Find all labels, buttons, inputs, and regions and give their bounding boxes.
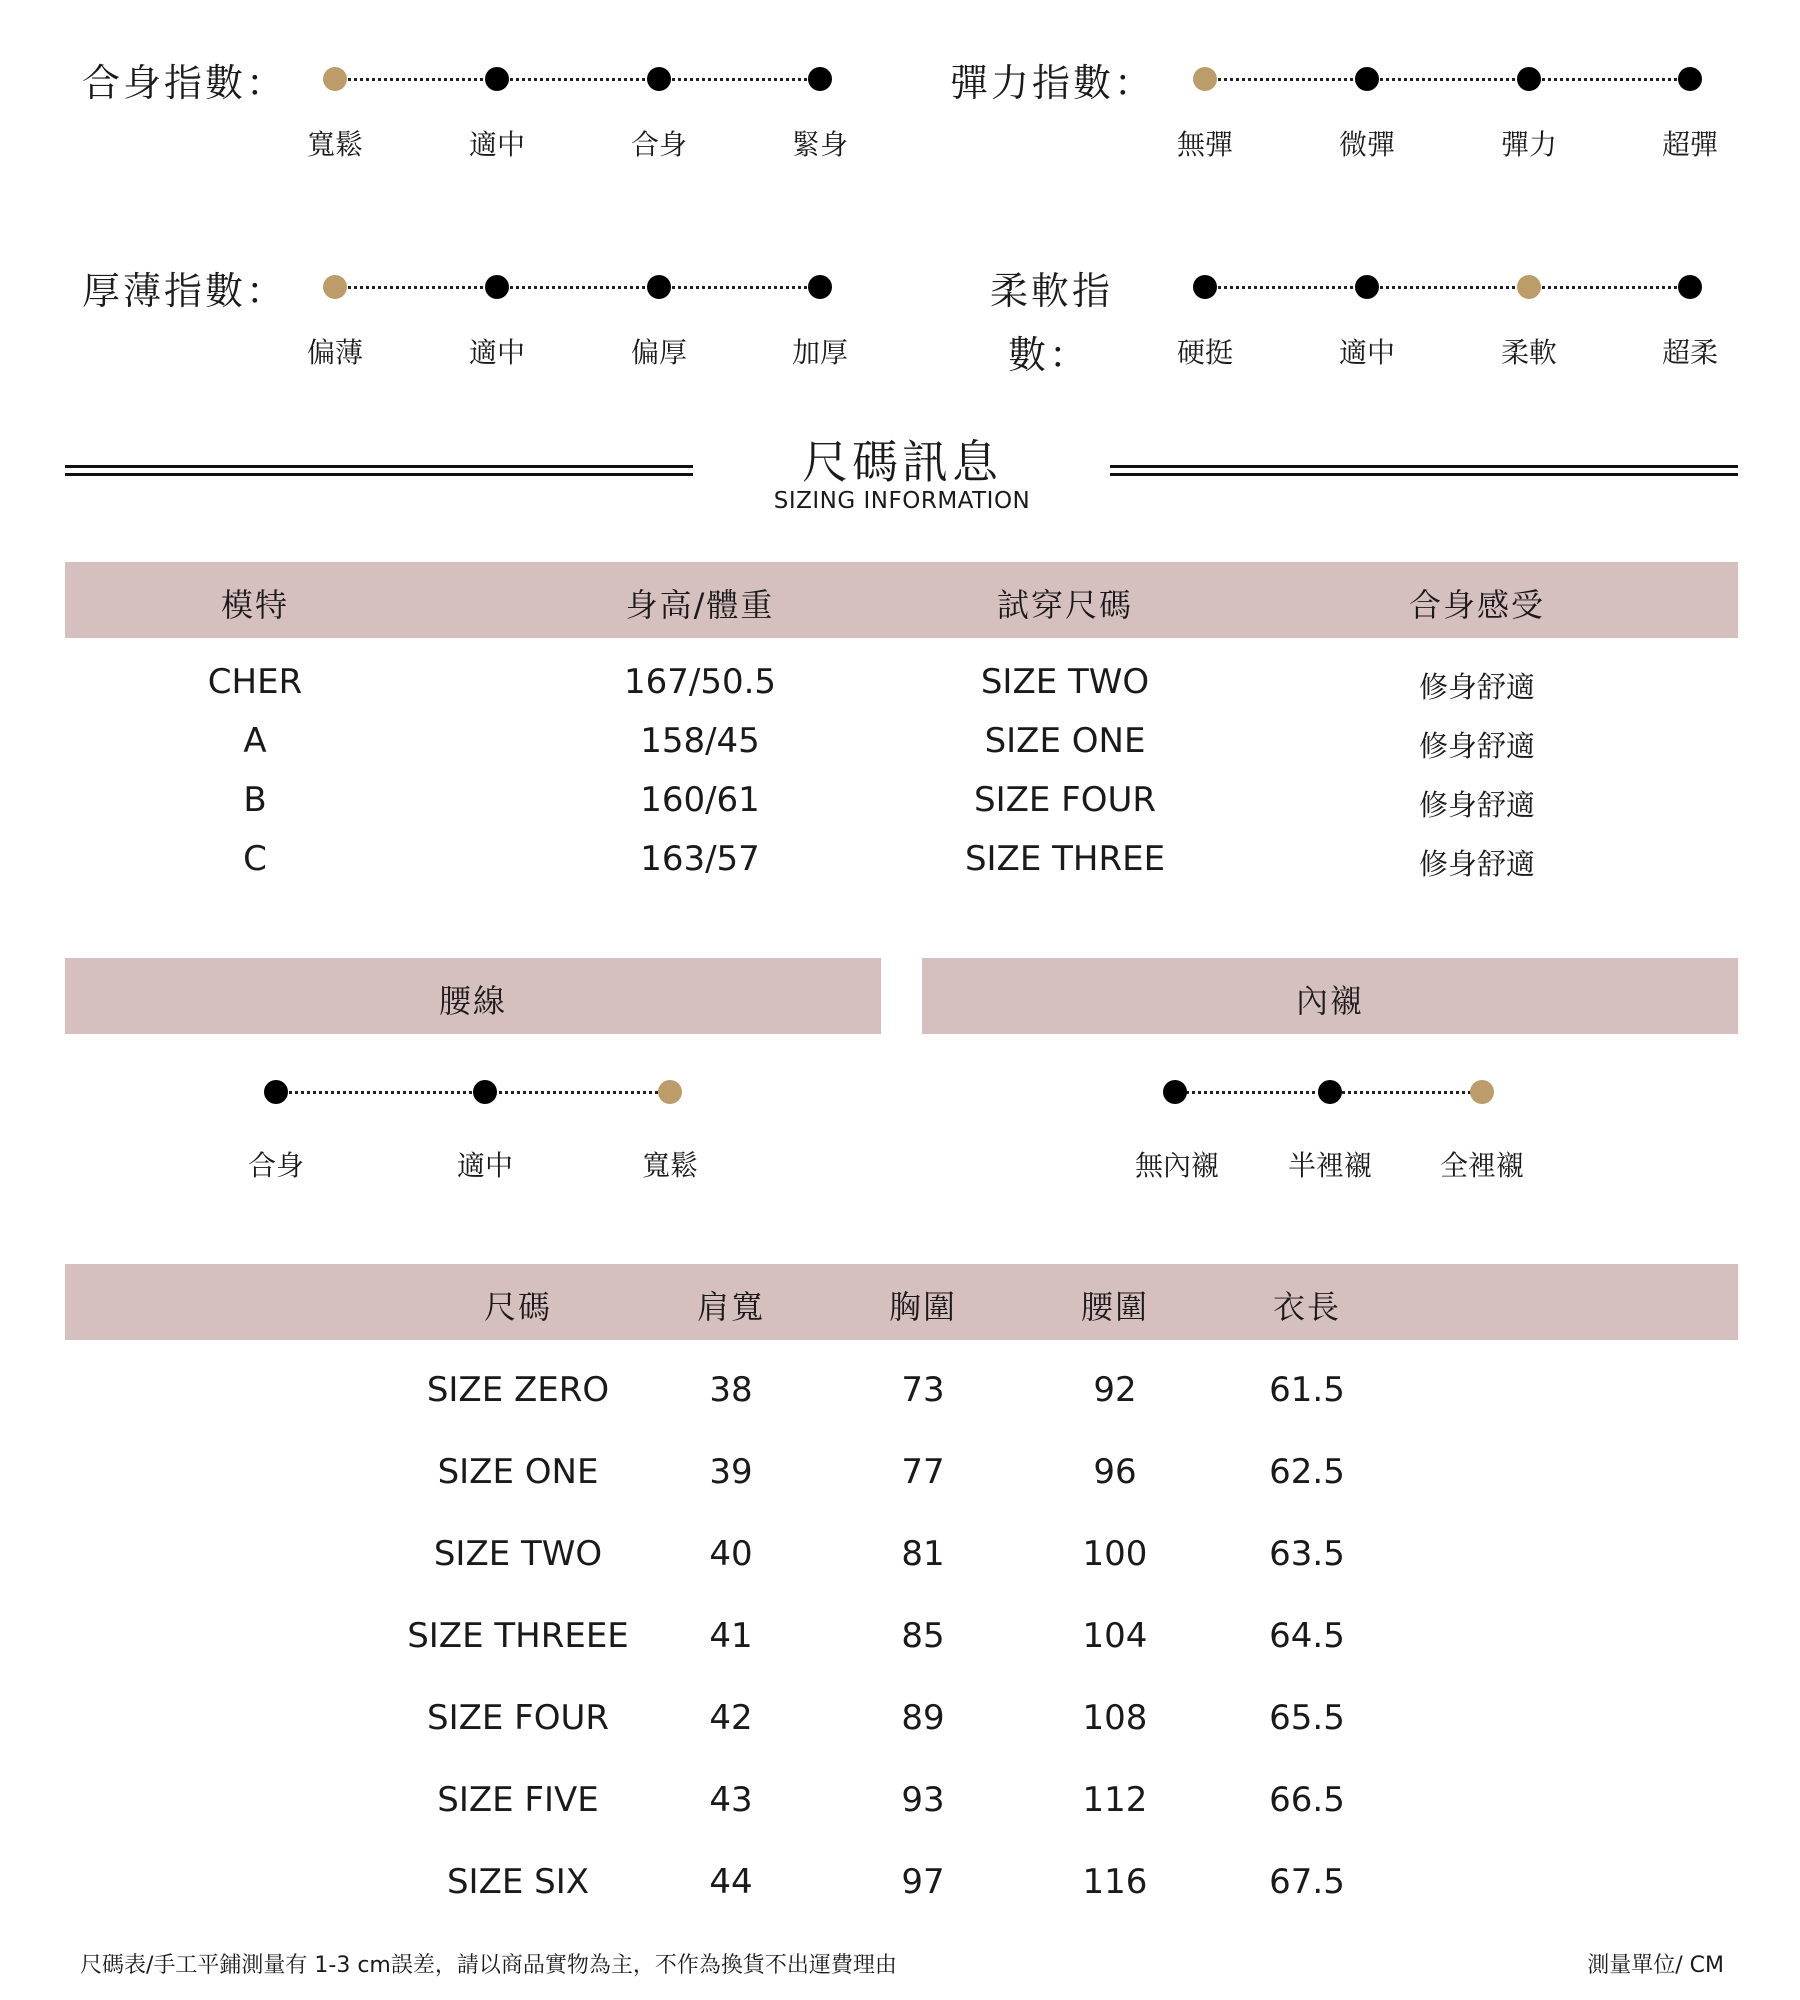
heading-rule-left-bottom [65, 473, 693, 476]
waist-option-2: 適中 [456, 1149, 513, 1182]
fit-index-dot-3 [647, 67, 671, 91]
size-header-length: 衣長 [1272, 1288, 1341, 1326]
model-cell-fit-feel: 修身舒適 [1418, 729, 1535, 763]
heading-rule-right-top [1110, 465, 1738, 468]
size-cell-chest: 93 [901, 1780, 945, 1820]
thickness-index-label: 厚薄指數： [82, 269, 288, 313]
size-cell-length: 66.5 [1269, 1780, 1345, 1820]
fit-option-1: 寬鬆 [306, 128, 363, 161]
size-cell-waist: 104 [1082, 1616, 1148, 1656]
size-cell-chest: 81 [901, 1534, 945, 1574]
softness-index-label-line1: 柔軟指 [990, 269, 1114, 313]
lining-dot-2 [1318, 1080, 1342, 1104]
thickness-option-2: 適中 [468, 336, 525, 369]
size-cell-waist: 92 [1093, 1370, 1137, 1410]
size-cell-chest: 85 [901, 1616, 945, 1656]
fit-option-2: 適中 [468, 128, 525, 161]
model-cell-height-weight: 167/50.5 [623, 662, 777, 702]
size-cell-length: 62.5 [1269, 1452, 1345, 1492]
thickness-index-dot-3 [647, 275, 671, 299]
size-cell-shoulder: 43 [709, 1780, 753, 1820]
softness-index-label-line2: 數： [1008, 333, 1091, 377]
model-cell-fit-feel: 修身舒適 [1418, 670, 1535, 704]
size-cell-length: 63.5 [1269, 1534, 1345, 1574]
heading-rule-left-top [65, 465, 693, 468]
model-header-try-size: 試穿尺碼 [996, 586, 1133, 624]
model-cell-try-size: SIZE TWO [980, 662, 1150, 702]
model-cell-fit-feel: 修身舒適 [1418, 847, 1535, 881]
fit-index-dot-2 [485, 67, 509, 91]
size-cell-shoulder: 39 [709, 1452, 753, 1492]
stretch-option-2: 微彈 [1338, 128, 1395, 161]
size-cell-size: SIZE TWO [433, 1534, 603, 1574]
fit-option-3: 合身 [630, 128, 687, 161]
softness-option-2: 適中 [1338, 336, 1395, 369]
model-cell-model: B [243, 780, 267, 820]
footnote-unit: 測量單位/ CM [1587, 1953, 1724, 1978]
thickness-index-dot-4 [808, 275, 832, 299]
waist-dot-1 [264, 1080, 288, 1104]
waist-dot-3 [658, 1080, 682, 1104]
softness-index-dot-1 [1193, 275, 1217, 299]
waist-option-1: 合身 [247, 1149, 304, 1182]
model-header-model: 模特 [220, 586, 289, 624]
thickness-index-dot-1 [323, 275, 347, 299]
size-cell-length: 64.5 [1269, 1616, 1345, 1656]
thickness-option-3: 偏厚 [630, 336, 687, 369]
size-cell-waist: 108 [1082, 1698, 1148, 1738]
softness-option-1: 硬挺 [1176, 336, 1233, 369]
size-cell-size: SIZE FOUR [426, 1698, 610, 1738]
size-cell-size: SIZE ZERO [426, 1370, 610, 1410]
stretch-index-track [1205, 78, 1690, 81]
stretch-option-3: 彈力 [1500, 128, 1557, 161]
model-cell-model: A [243, 721, 267, 761]
size-header-size: 尺碼 [483, 1288, 552, 1326]
stretch-index-dot-2 [1355, 67, 1379, 91]
model-cell-try-size: SIZE FOUR [973, 780, 1157, 820]
size-cell-waist: 116 [1082, 1862, 1148, 1902]
softness-index-track [1205, 286, 1690, 289]
model-cell-try-size: SIZE THREE [964, 839, 1166, 879]
size-cell-size: SIZE THREEE [407, 1616, 629, 1656]
model-header-height-weight: 身高/體重 [625, 586, 775, 624]
stretch-index-dot-4 [1678, 67, 1702, 91]
thickness-option-1: 偏薄 [306, 336, 363, 369]
size-cell-chest: 77 [901, 1452, 945, 1492]
model-cell-fit-feel: 修身舒適 [1418, 788, 1535, 822]
softness-index-dot-4 [1678, 275, 1702, 299]
size-cell-shoulder: 40 [709, 1534, 753, 1574]
stretch-option-1: 無彈 [1176, 128, 1233, 161]
stretch-index-dot-3 [1517, 67, 1541, 91]
lining-dot-1 [1163, 1080, 1187, 1104]
fit-index-label: 合身指數： [82, 61, 288, 105]
size-cell-waist: 100 [1082, 1534, 1148, 1574]
lining-option-1: 無內襯 [1134, 1149, 1219, 1182]
fit-index-track [335, 78, 820, 81]
model-cell-try-size: SIZE ONE [984, 721, 1146, 761]
section-subtitle: SIZING INFORMATION [773, 488, 1031, 514]
size-cell-length: 67.5 [1269, 1862, 1345, 1902]
size-cell-chest: 97 [901, 1862, 945, 1902]
lining-title: 內襯 [1295, 982, 1364, 1020]
size-cell-chest: 73 [901, 1370, 945, 1410]
size-cell-shoulder: 42 [709, 1698, 753, 1738]
softness-index-dot-3 [1517, 275, 1541, 299]
size-cell-waist: 96 [1093, 1452, 1137, 1492]
model-cell-height-weight: 160/61 [640, 780, 760, 820]
size-cell-shoulder: 38 [709, 1370, 753, 1410]
size-cell-size: SIZE SIX [446, 1862, 590, 1902]
lining-option-3: 全裡襯 [1439, 1149, 1524, 1182]
size-cell-chest: 89 [901, 1698, 945, 1738]
size-cell-waist: 112 [1082, 1780, 1148, 1820]
softness-option-4: 超柔 [1661, 336, 1718, 369]
size-header-chest: 胸圍 [888, 1288, 957, 1326]
size-cell-size: SIZE FIVE [437, 1780, 599, 1820]
lining-dot-3 [1470, 1080, 1494, 1104]
softness-index-dot-2 [1355, 275, 1379, 299]
size-header-shoulder: 肩寬 [696, 1288, 765, 1326]
softness-option-3: 柔軟 [1500, 336, 1557, 369]
size-cell-length: 61.5 [1269, 1370, 1345, 1410]
thickness-index-track [335, 286, 820, 289]
model-header-fit-feel: 合身感受 [1408, 586, 1545, 624]
waist-dot-2 [473, 1080, 497, 1104]
size-cell-length: 65.5 [1269, 1698, 1345, 1738]
size-cell-shoulder: 44 [709, 1862, 753, 1902]
footnote-disclaimer: 尺碼表/手工平鋪測量有 1-3 cm誤差，請以商品實物為主，不作為換貨不出運費理由 [80, 1953, 897, 1978]
model-cell-height-weight: 158/45 [640, 721, 760, 761]
size-cell-shoulder: 41 [709, 1616, 753, 1656]
size-cell-size: SIZE ONE [437, 1452, 599, 1492]
stretch-index-dot-1 [1193, 67, 1217, 91]
thickness-option-4: 加厚 [791, 336, 848, 369]
waist-option-3: 寬鬆 [641, 1149, 698, 1182]
lining-option-2: 半裡襯 [1287, 1149, 1372, 1182]
section-title: 尺碼訊息 [802, 435, 1002, 489]
fit-index-dot-4 [808, 67, 832, 91]
thickness-index-dot-2 [485, 275, 509, 299]
fit-index-dot-1 [323, 67, 347, 91]
model-cell-height-weight: 163/57 [640, 839, 760, 879]
stretch-index-label: 彈力指數： [950, 61, 1156, 105]
fit-option-4: 緊身 [791, 128, 848, 161]
model-cell-model: C [243, 839, 267, 879]
heading-rule-right-bottom [1110, 473, 1738, 476]
waist-title: 腰線 [438, 982, 507, 1020]
size-header-waist: 腰圍 [1080, 1288, 1149, 1326]
model-cell-model: CHER [207, 662, 303, 702]
stretch-option-4: 超彈 [1661, 128, 1718, 161]
